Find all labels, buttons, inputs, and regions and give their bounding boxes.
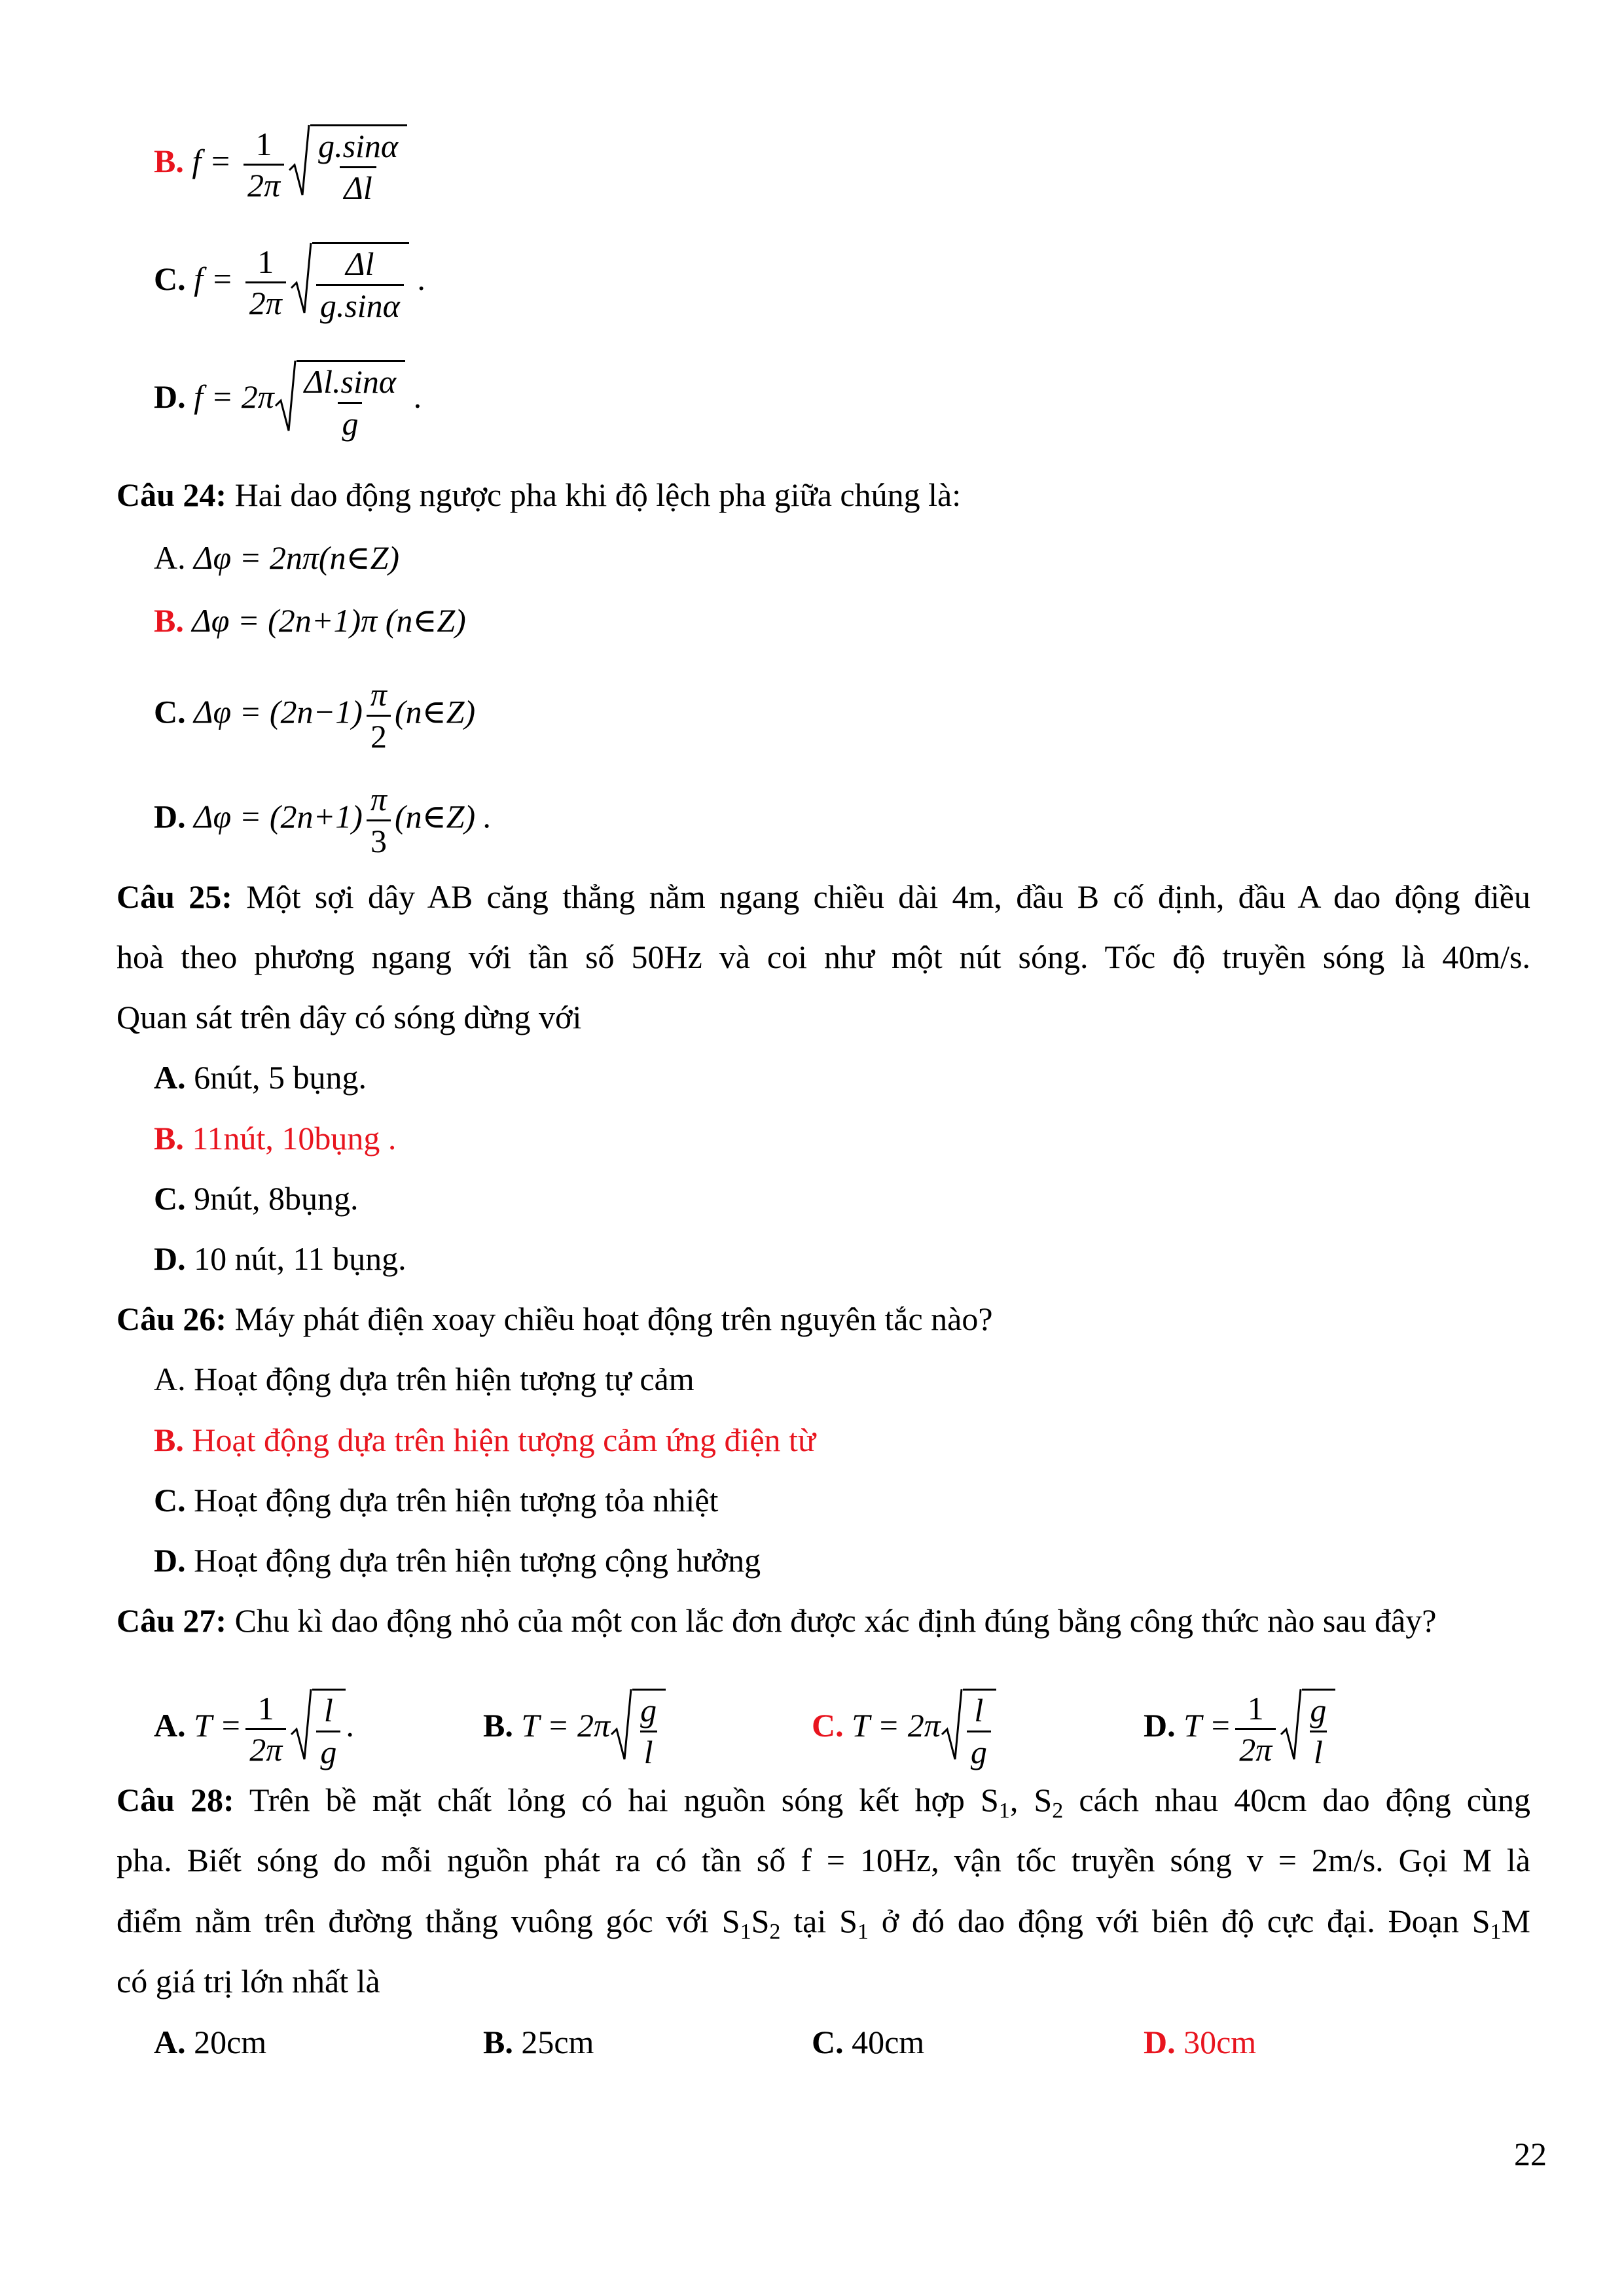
option-letter: A. bbox=[154, 2024, 186, 2060]
radical-sign-icon bbox=[288, 124, 310, 198]
option-letter: B. bbox=[154, 1422, 184, 1458]
option-letter: A. bbox=[154, 1361, 186, 1397]
q23-option-c[interactable]: C. f = $\frac{1}{2\pi}$ $\frac{\Delta l}{g.\sin\alpha}$ . bbox=[154, 243, 425, 324]
fraction: $\frac{1}{2\pi}$ bbox=[1235, 1691, 1276, 1767]
q28-stem-line3: điểm nằm trên đường thẳng vuông góc với $S_1S_2$ tại $S_1$ ở đó dao động với biên độ cực đại. Đoạn $S_1M$ bbox=[117, 1903, 1530, 1944]
radical-sign-icon bbox=[274, 360, 297, 433]
page-number: 22 bbox=[1514, 2136, 1547, 2172]
q27-option-d[interactable] bbox=[1144, 1689, 1335, 1769]
question-label: Câu 28: bbox=[117, 1782, 234, 1818]
option-letter: C. bbox=[154, 1180, 186, 1217]
formula-lhs: T = bbox=[1183, 1706, 1232, 1744]
option-letter: D. bbox=[154, 1240, 186, 1277]
q25-option-b[interactable]: B. 11nút, 10bụng . bbox=[154, 1120, 397, 1157]
option-letter: C. bbox=[154, 693, 186, 730]
q26-stem bbox=[117, 1299, 993, 1338]
option-letter: A. bbox=[154, 1059, 186, 1096]
formula-lhs: f = bbox=[192, 142, 232, 179]
q28-stem-line2: pha. Biết sóng do mỗi nguồn phát ra có tần số f = 10Hz, vận tốc truyền sóng v = 2m/s. Gọi M là bbox=[117, 1842, 1530, 1878]
q26-option-a[interactable]: A. Hoạt động dựa trên hiện tượng tự cảm bbox=[154, 1361, 695, 1397]
q28-option-a[interactable]: A. 20cm bbox=[154, 2024, 267, 2060]
square-root: $\frac{l}{g}$ bbox=[941, 1689, 996, 1769]
q26-option-b[interactable]: B. Hoạt động dựa trên hiện tượng cảm ứng điện từ bbox=[154, 1422, 816, 1458]
option-letter: D. bbox=[1144, 2024, 1176, 2060]
q25-stem-line3: Quan sát trên dây có sóng dừng với bbox=[117, 999, 582, 1035]
option-letter: C. bbox=[154, 260, 186, 297]
option-letter: B. bbox=[154, 142, 184, 179]
q28-stem-line4: có giá trị lớn nhất là bbox=[117, 1963, 380, 2000]
q25-stem-line2: hoà theo phương ngang với tần số 50Hz và coi như một nút sóng. Tốc độ truyền sóng là 40m/s. bbox=[117, 939, 1530, 975]
option-letter: B. bbox=[154, 602, 184, 639]
fraction: $\frac{\pi}{3}$ bbox=[367, 782, 391, 858]
q24-stem bbox=[117, 475, 961, 514]
q26-option-d[interactable]: D. Hoạt động dựa trên hiện tượng cộng hưởng bbox=[154, 1542, 761, 1579]
q24-option-d[interactable] bbox=[154, 782, 492, 858]
q25-option-c[interactable]: C. 9nút, 8bụng. bbox=[154, 1180, 359, 1217]
option-letter: B. bbox=[154, 1120, 184, 1157]
q27-stem bbox=[117, 1601, 1436, 1640]
option-letter: D. bbox=[154, 798, 186, 835]
option-letter: C. bbox=[154, 1482, 186, 1518]
q25-option-d[interactable]: D. 10 nút, 11 bụng. bbox=[154, 1240, 406, 1277]
formula-lhs: T = bbox=[194, 1706, 242, 1744]
option-letter: B. bbox=[483, 1706, 513, 1744]
question-label: Câu 24: bbox=[117, 476, 227, 513]
square-root: $\frac{l}{g}$ bbox=[290, 1689, 346, 1769]
q28-option-c[interactable]: C. 40cm bbox=[812, 2024, 925, 2060]
formula: Δφ = (2n+1)π (n∈Z) bbox=[192, 602, 466, 639]
q23-option-b[interactable] bbox=[154, 124, 407, 205]
option-letter: B. bbox=[483, 2024, 513, 2060]
square-root: $\frac{g}{l}$ bbox=[610, 1689, 666, 1769]
square-root: $\frac{\Delta l.\sin\alpha}{g}$ bbox=[274, 360, 405, 440]
q28-option-b[interactable]: B. 25cm bbox=[483, 2024, 594, 2060]
formula-lhs: T = 2π bbox=[852, 1706, 941, 1744]
square-root: $\frac{g.\sin\alpha}{\Delta l}$ bbox=[288, 124, 407, 205]
option-letter: D. bbox=[1144, 1706, 1176, 1744]
radical-sign-icon bbox=[941, 1689, 963, 1762]
fraction: $\frac{1}{2\pi}$ bbox=[245, 245, 286, 321]
option-letter: D. bbox=[154, 378, 186, 415]
option-letter: A. bbox=[154, 539, 186, 576]
question-label: Câu 26: bbox=[117, 1300, 227, 1337]
q25-option-a[interactable]: A. 6nút, 5 bụng. bbox=[154, 1059, 367, 1096]
question-text: Máy phát điện xoay chiều hoạt động trên nguyên tắc nào? bbox=[226, 1300, 993, 1337]
q26-option-c[interactable]: C. Hoạt động dựa trên hiện tượng tỏa nhiệt bbox=[154, 1482, 719, 1518]
radical-sign-icon bbox=[290, 242, 312, 315]
q25-stem-line1: Câu 25: Một sợi dây AB căng thẳng nằm ngang chiều dài 4m, đầu B cố định, đầu A dao động điều bbox=[117, 878, 1530, 915]
option-letter: D. bbox=[154, 1542, 186, 1579]
q27-option-b[interactable] bbox=[483, 1689, 666, 1769]
formula-pre: Δφ = (2n−1) bbox=[194, 693, 363, 730]
q27-option-a[interactable]: A. T = $\frac{1}{2\pi}$ $\frac{l}{g}$ . bbox=[154, 1689, 354, 1770]
formula-post: (n∈Z) bbox=[394, 693, 476, 730]
square-root: $\frac{g}{l}$ bbox=[1280, 1689, 1335, 1769]
square-root: $\frac{\Delta l}{g.\sin\alpha}$ bbox=[290, 242, 409, 323]
option-letter: C. bbox=[812, 1706, 844, 1744]
formula-pre: Δφ = (2n+1) bbox=[194, 798, 363, 835]
radical-sign-icon bbox=[290, 1689, 312, 1762]
formula: Δφ = 2nπ(n∈Z) bbox=[194, 539, 400, 576]
q27-option-c[interactable] bbox=[812, 1689, 996, 1769]
fraction: $\frac{\pi}{2}$ bbox=[367, 677, 391, 753]
q24-option-a[interactable] bbox=[154, 538, 399, 577]
formula-lhs: f = 2π bbox=[194, 378, 274, 415]
q28-stem-line1: Câu 28: Trên bề mặt chất lỏng có hai nguồn sóng kết hợp $S_1$, $S_2$ cách nhau 40cm dao động cùng bbox=[117, 1782, 1530, 1823]
formula-lhs: f = bbox=[194, 260, 234, 297]
question-label: Câu 27: bbox=[117, 1602, 227, 1639]
question-text: Chu kì dao động nhỏ của một con lắc đơn được xác định đúng bằng công thức nào sau đây? bbox=[226, 1602, 1437, 1639]
option-letter: A. bbox=[154, 1706, 186, 1744]
question-text: Hai dao động ngược pha khi độ lệch pha giữa chúng là: bbox=[226, 476, 962, 513]
question-label: Câu 25: bbox=[117, 878, 232, 915]
radical-sign-icon bbox=[1280, 1689, 1302, 1762]
formula-lhs: T = 2π bbox=[521, 1706, 611, 1744]
radical-sign-icon bbox=[610, 1689, 632, 1762]
fraction: $\frac{1}{2\pi}$ bbox=[245, 1691, 286, 1767]
q23-option-d[interactable]: D. f = 2π $\frac{\Delta l.\sin\alpha}{g}$ . bbox=[154, 360, 422, 440]
q24-option-c[interactable] bbox=[154, 677, 475, 753]
q28-option-d[interactable]: D. 30cm bbox=[1144, 2024, 1257, 2060]
fraction: $\frac{1}{2\pi}$ bbox=[244, 127, 284, 203]
formula-post: (n∈Z) . bbox=[394, 798, 492, 835]
q24-option-b[interactable] bbox=[154, 601, 466, 640]
option-letter: C. bbox=[812, 2024, 844, 2060]
